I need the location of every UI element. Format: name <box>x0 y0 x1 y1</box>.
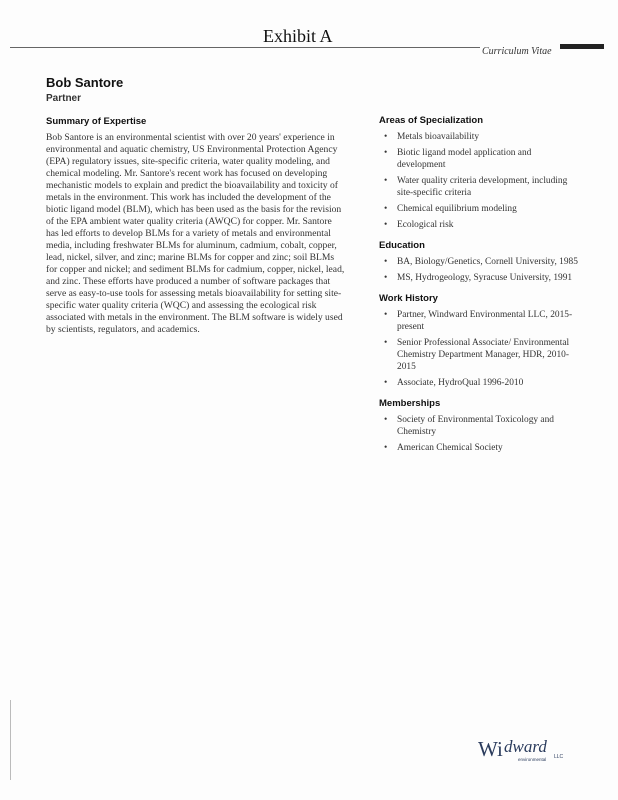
cv-label: Curriculum Vitae <box>482 46 552 57</box>
section-heading: Work History <box>379 293 438 304</box>
summary-heading: Summary of Expertise <box>46 116 147 127</box>
list-item: • Ecological risk <box>379 219 579 231</box>
logo-llc: LLC <box>554 754 564 760</box>
summary-section <box>46 116 346 336</box>
list-item: • Senior Professional Associate/ Environmental Chemistry Department Manager, HDR, 2010-2015 <box>379 337 579 373</box>
specialization-list <box>379 131 579 231</box>
list-item: • Associate, HydroQual 1996-2010 <box>379 377 579 389</box>
exhibit-title: Exhibit A <box>263 26 333 46</box>
list-item: • Chemical equilibrium modeling <box>379 203 579 215</box>
list-item: • BA, Biology/Genetics, Cornell University, 1985 <box>379 256 579 268</box>
section-heading: Areas of Specialization <box>379 115 484 126</box>
list-item: • Water quality criteria development, including site-specific criteria <box>379 175 579 199</box>
education-list <box>379 256 579 284</box>
person-name: Bob Santore <box>46 75 124 90</box>
margin-line <box>10 700 11 780</box>
list-item: • American Chemical Society <box>379 442 579 454</box>
logo-tagline: environmental <box>518 757 547 762</box>
work-history-list <box>379 309 579 389</box>
person-role: Partner <box>46 93 82 104</box>
section-heading: Memberships <box>379 398 441 409</box>
education-section <box>379 240 579 284</box>
summary-text: Bob Santore is an environmental scientist with over 20 years' experience in environmental and aquatic chemistry, US Environmental Protection Agency (EPA) regulatory issues, site-specific criteria, water quality modeling, and chemical modeling. Mr. Santore's recent work has focused on developing mechanistic models to explain and predict the bioavailability and toxicity of metals in the environment. This work has included the development of the biotic ligand model (BLM), which has been used as the basis for the revision of the EPA ambient water quality criteria (AWQC) for copper. Mr. Santore has led efforts to develop BLMs for a variety of metals and environmental media, including freshwater BLMs for aluminum, cadmium, cobalt, copper, lead, nickel, silver, and zinc; marine BLMs for copper and zinc; soil BLMs for copper and nickel; and sediment BLMs for cadmium, copper, nickel, lead, and zinc. These efforts have produced a number of software packages that serve as easy-to-use tools for assessing metals bioavailability for setting site-specific water quality criteria (WQC) and assessing the ecological risk associated with metals in the environment. The BLM software is widely used by scientists, regulators, and academics. <box>46 132 345 335</box>
section-heading: Education <box>379 240 425 251</box>
list-item: • Partner, Windward Environmental LLC, 2015-present <box>379 309 579 333</box>
memberships-list <box>379 414 579 454</box>
memberships-section <box>379 398 579 454</box>
logo-text-wi: Wi <box>478 737 503 761</box>
right-column <box>379 115 579 463</box>
header-rule <box>10 47 480 48</box>
logo-text-dward: dward <box>504 737 547 756</box>
header-bar <box>560 44 604 49</box>
list-item: • Metals bioavailability <box>379 131 579 143</box>
windward-logo <box>478 734 590 770</box>
list-item: • Biotic ligand model application and development <box>379 147 579 171</box>
list-item: • MS, Hydrogeology, Syracuse University, 1991 <box>379 272 579 284</box>
specialization-section <box>379 115 579 231</box>
work-history-section <box>379 293 579 389</box>
list-item: • Society of Environmental Toxicology and Chemistry <box>379 414 579 438</box>
